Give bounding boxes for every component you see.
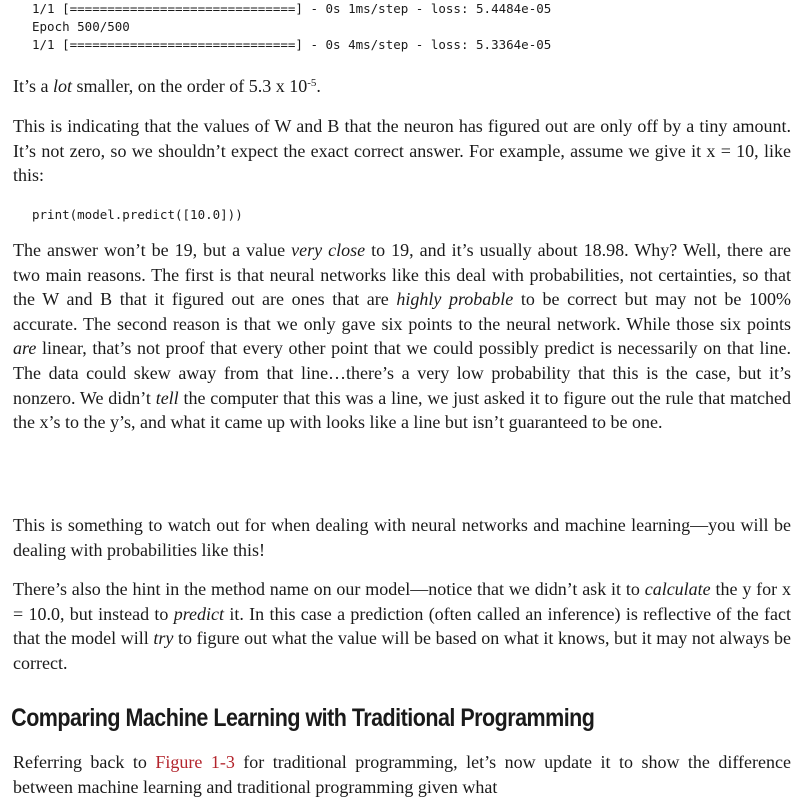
emphasis: predict [173,603,225,624]
paragraph-tiny-amount: This is indicating that the values of W and B that the neuron has figured out are only off by a tiny amount. It’s not zero, so we shouldn’t expect the exact correct answer. For example, assume we give it x = 10, like this: [13,116,791,186]
emphasis: tell [155,387,179,408]
section-heading: Comparing Machine Learning with Traditional Programming [11,704,595,732]
emphasis: highly probable [396,289,514,310]
text-run: . [316,76,321,96]
text-run: for traditional programming, let’s now update it to show the difference between machine learning and traditional programming given what [13,752,791,797]
text-run: The answer won’t be 19, but a value [13,240,292,260]
text-run: to figure out what the value will be based on what it knows, but it may not always be correct. [13,628,791,673]
paragraph-method-hint [0,577,791,675]
superscript: -5 [307,77,317,89]
text-run: It’s a [13,76,53,96]
paragraph-referring-back [0,750,791,799]
text-run: There’s also the hint in the method name on our model—notice that we didn’t ask it to [13,579,645,599]
text-run: the y for x = 10.0, but instead to [13,579,791,624]
predict-code-block [0,206,243,224]
text-run: linear, that’s not proof that every other point that we could possibly predict is necessarily on that line. The data could skew away from that line…there’s a very low probability that this is the case, but it’s nonzero. We didn’t [13,338,791,408]
text-run: to be correct but may not be 100% accurate. The second reason is that we only gave six points to the neural network. While those six points [13,289,791,334]
text-run: to 19, and it’s usually about 18.98. Why? Well, there are two main reasons. The first is that neural networks like this deal with probabilities, not certainties, so that the W and B that it figured out are ones that are [13,240,791,310]
text-run: Referring back to [13,752,156,772]
emphasis: try [153,628,174,649]
emphasis: very close [291,240,366,260]
emphasis: are [13,338,37,359]
text-run: the computer that this was a line, we just asked it to figure out the rule that matched the x’s to the y’s, and what it came up with looks like a line but isn’t guaranteed to be one. [13,387,791,433]
code-line: Epoch 500/500 [32,19,130,34]
emphasis: lot [53,76,73,96]
code-line: 1/1 [==============================] - 0s 1ms/step - loss: 5.4484e-05 [32,1,552,16]
paragraph-two-reasons [0,238,791,435]
code-line: print(model.predict([10.0])) [32,207,243,222]
text-run: it. In this case a prediction (often called an inference) is reflective of the fact that the model will [13,603,792,649]
code-line: 1/1 [==============================] - 0s 4ms/step - loss: 5.3364e-05 [32,37,552,52]
figure-link[interactable]: Figure 1-3 [155,752,235,772]
training-output-code-block [0,0,551,54]
emphasis: calculate [644,579,711,599]
paragraph-watch-out: This is something to watch out for when dealing with neural networks and machine learning—you will be dealing with probabilities like this! [13,515,791,560]
text-run: smaller, on the order of 5.3 x 10 [72,76,308,96]
paragraph-loss-smaller [0,74,791,99]
